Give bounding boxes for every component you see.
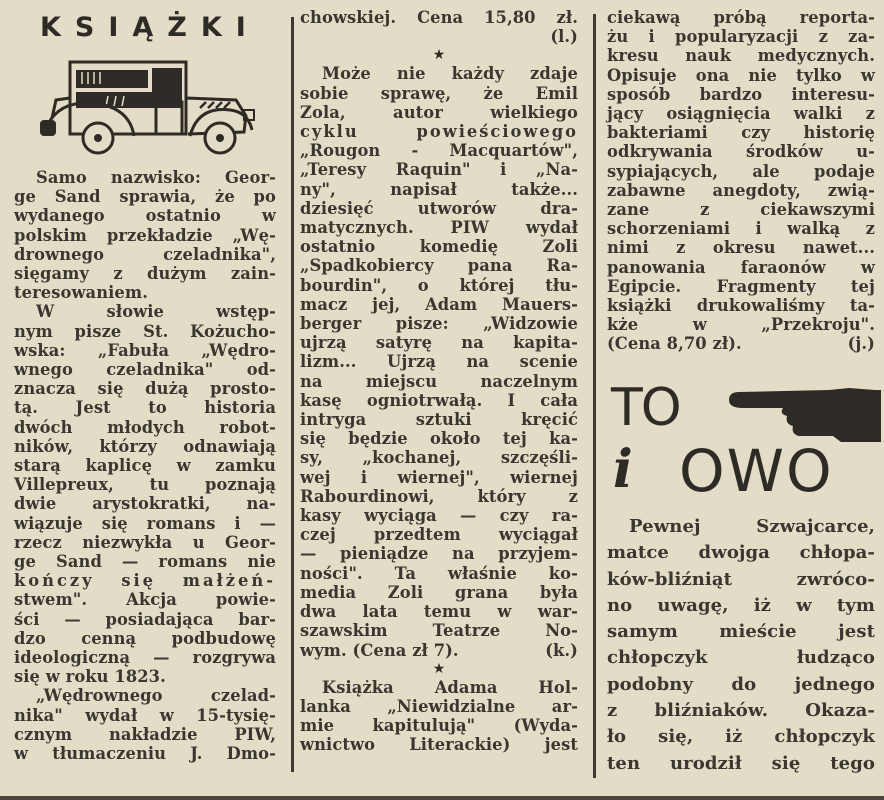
star-separator-icon: ★ [432, 47, 446, 64]
author-signoff: (k.) [545, 640, 578, 660]
to-i-owo-title-owo: OWO [679, 437, 834, 505]
page-edge [0, 796, 884, 800]
article-paragraph: Książka Adama Hol- lanka „Niewidzialne ar- mie kapitulują" (Wyda- wnictwo Literackie) jest [300, 677, 578, 755]
article-paragraph: Pewnej Szwajcarce, matce dwojga chłopa- ków-bliźniąt zwróco- no uwagę, iż w tym samym mieście jest chłopczyk łudząco podobny do jednego z bliźniaków. Okaza- ło się, iż chłopczyk ten urodził się tego [607, 516, 875, 774]
column-divider [291, 17, 294, 772]
column-3 [607, 8, 875, 354]
star-separator-icon: ★ [432, 660, 446, 677]
author-signoff: (l.) [550, 27, 578, 47]
to-i-owo-header [607, 378, 875, 508]
article-paragraph: Samo nazwisko: Geor- ge Sand sprawia, że po wydanego ostatnio w polskim przekładzie „Wę- drownego czeladnika", sięgamy z dużym zain- teresowaniem. [14, 168, 276, 303]
column-1 [14, 168, 276, 763]
column-2 [300, 8, 578, 755]
article-paragraph: „Wędrownego czelad- nika" wydał w 15-tysię- cznym nakładzie PIW, w tłumaczeniu J. Dmo- [14, 686, 276, 764]
author-signoff: (j.) [847, 334, 875, 354]
article-paragraph: W słowie wstęp- nym pisze St. Kożucho- wska: „Fabuła „Wędro- wnego czeladnika" od- znacza się dużą prosto- tą. Jest to historia dwóch młodych robot- ników, którzy odnawiają starą kaplicę w zamku Villepreux, tu poznają dwie arystokratki, na- wiązuje się romans i — rzecz niezwykła u Geor- ge Sand — romans nie kończy się małżeń- stwem". Akcja powie- ści — posiadająca bar- dzo cenną podbudowę ideologiczną — rozgrywa się w roku 1823. [14, 302, 276, 687]
article-paragraph: ciekawą próbą reporta- żu i popularyzacji z za- kresu nauk medycznych. Opisuje ona nie tylko w sposób bardzo interesu- jący osiągnięcia walki z bakteriami czy historię odkrywania środków u- sypiających, ale podaje zabawne anegdoty, zwią- zane z ciekawszymi schorzeniami i walką z nimi z okresu nawet... panowania faraonów w Egipcie. Fragmenty tej książki drukowaliśmy ta- kże w „Przekroju". (Cena 8,70 zł). (j.) [607, 8, 875, 354]
to-i-owo-title-to: TO [611, 378, 680, 438]
to-i-owo-title-i: i [613, 439, 633, 500]
column-3-lower [607, 514, 875, 777]
article-paragraph: Może nie każdy zdaje sobie sprawę, że Emil Zola, autor wielkiego cyklu powieściowego „Rougon - Macquartów", „Teresy Raquin" i „Na- ny", napisał także... dziesięć utworów dra- matycznych. PIW wydał ostatnio komedię Zoli „Spadkobiercy pana Ra- bourdin", o której tłu- macz jej, Adam Mauers- berger pisze: „Widzowie ujrzą satyrę na kapita- lizm... Ujrzą na scenie na miejscu naczelnym kasę ogniotrwałą. I cała intryga sztuki kręcić się będzie około tej ka- sy, „kochanej, szczęśli- wej i wiernej", wiernej Rabourdinowi, który z kasy wyciąga — czy ra- czej przedtem wyciągał — pieniądze na przyjem- ności". Ta właśnie ko- media Zoli grana była dwa lata temu w war- szawskim Teatrze No- wym. (Cena zł 7). (k.) [300, 64, 578, 660]
column-divider [593, 14, 596, 778]
vintage-car-icon [38, 58, 258, 158]
section-title: KSIĄŻKI [40, 12, 260, 43]
article-paragraph: chowskiej. Cena 15,80 zł. (l.) [300, 8, 578, 47]
